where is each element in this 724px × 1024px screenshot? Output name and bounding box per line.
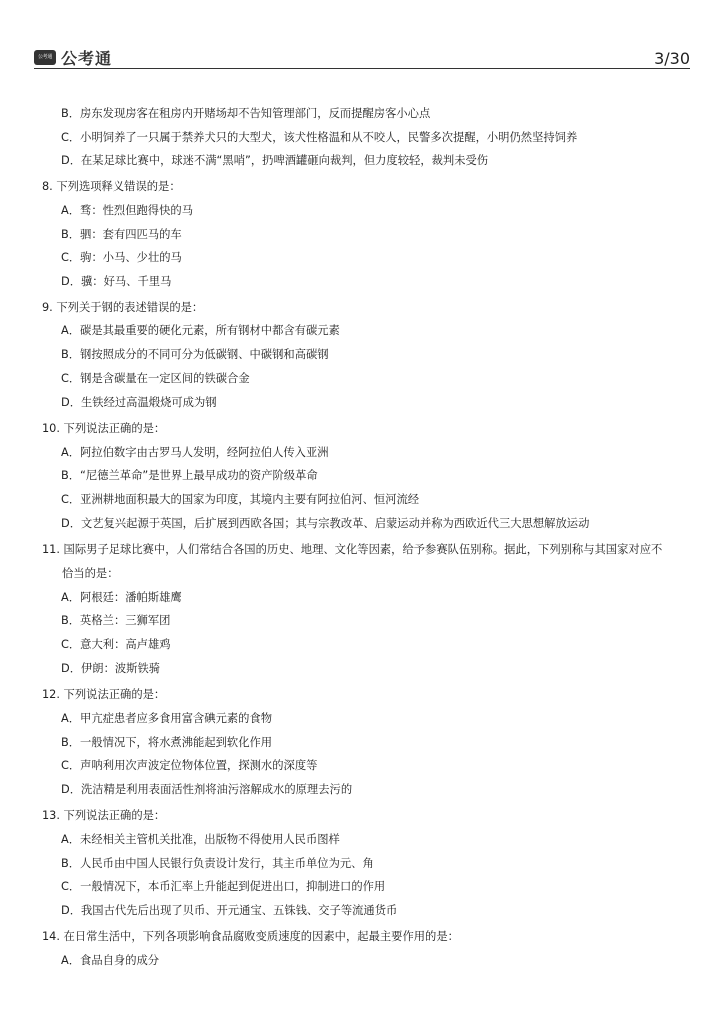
option-line: D．文艺复兴起源于英国，后扩展到西欧各国；其与宗教改革、启蒙运动并称为西欧近代三大思想解放运动: [61, 517, 590, 530]
page-number: 3/30: [654, 49, 690, 68]
option-line: B．钢按照成分的不同可分为低碳钢、中碳钢和高碳钢: [61, 348, 329, 361]
option-line: D．生铁经过高温煅烧可成为钢: [61, 396, 217, 409]
option-line: C．钢是含碳量在一定区间的铁碳合金: [61, 372, 250, 385]
option-line: D．骥：好马、千里马: [61, 275, 172, 288]
option-line: B．“尼德兰革命”是世界上最早成功的资产阶级革命: [61, 469, 318, 482]
option-line: C．声呐利用次声波定位物体位置，探测水的深度等: [61, 759, 318, 772]
option-line: A．甲亢症患者应多食用富含碘元素的食物: [61, 712, 273, 725]
option-line: D．我国古代先后出现了贝币、开元通宝、五铢钱、交子等流通货币: [61, 904, 398, 917]
option-line: A．未经相关主管机关批准，出版物不得使用人民币图样: [61, 833, 340, 846]
page-header: [0, 0, 724, 70]
logo-text: 公考通: [61, 49, 113, 68]
question-line: 14. 在日常生活中，下列各项影响食品腐败变质速度的因素中，起最主要作用的是：: [42, 930, 459, 943]
option-line: C．亚洲耕地面积最大的国家为印度，其境内主要有阿拉伯河、恒河流经: [61, 493, 420, 506]
option-line: A．碳是其最重要的硬化元素，所有钢材中都含有碳元素: [61, 324, 340, 337]
option-line: C．一般情况下，本币汇率上升能起到促进出口，抑制进口的作用: [61, 880, 386, 893]
option-line: D．洗洁精是利用表面活性剂将油污溶解成水的原理去污的: [61, 783, 353, 796]
option-line: A．阿拉伯数字由古罗马人发明，经阿拉伯人传入亚洲: [61, 446, 329, 459]
question-line: 13. 下列说法正确的是：: [42, 809, 166, 822]
option-line: C．驹：小马、少壮的马: [61, 251, 182, 264]
logo-badge: 公考通: [34, 50, 56, 65]
option-line: C．小明饲养了一只属于禁养犬只的大型犬，该犬性格温和从不咬人，民警多次提醒，小明仍然坚持饲养: [61, 131, 578, 144]
question-line: 9. 下列关于钢的表述错误的是：: [42, 301, 204, 314]
option-line: B．英格兰：三狮军团: [61, 614, 171, 627]
question-line: 10. 下列说法正确的是：: [42, 422, 166, 435]
brand-logo: [34, 46, 112, 69]
question-line: 恰当的是：: [62, 567, 119, 580]
question-line: 11. 国际男子足球比赛中，人们常结合各国的历史、地理、文化等因素，给予参赛队伍别称。据此，下列别称与其国家对应不: [42, 543, 663, 556]
question-line: 8. 下列选项释义错误的是：: [42, 180, 181, 193]
option-line: B．人民币由中国人民银行负责设计发行，其主币单位为元、角: [61, 857, 374, 870]
option-line: B．驷：套有四匹马的车: [61, 228, 182, 241]
option-line: D．在某足球比赛中，球迷不满“黑哨”，扔啤酒罐砸向裁判，但力度较轻，裁判未受伤: [61, 154, 489, 167]
option-line: C．意大利：高卢雄鸡: [61, 638, 171, 651]
option-line: A．骛：性烈但跑得快的马: [61, 204, 193, 217]
header-divider: [34, 68, 690, 69]
option-line: B．一般情况下，将水煮沸能起到软化作用: [61, 736, 273, 749]
option-line: A．食品自身的成分: [61, 954, 160, 967]
option-line: A．阿根廷：潘帕斯雄鹰: [61, 591, 182, 604]
question-line: 12. 下列说法正确的是：: [42, 688, 166, 701]
option-line: B．房东发现房客在租房内开赌场却不告知管理部门，反而提醒房客小心点: [61, 107, 431, 120]
option-line: D．伊朗：波斯铁骑: [61, 662, 161, 675]
